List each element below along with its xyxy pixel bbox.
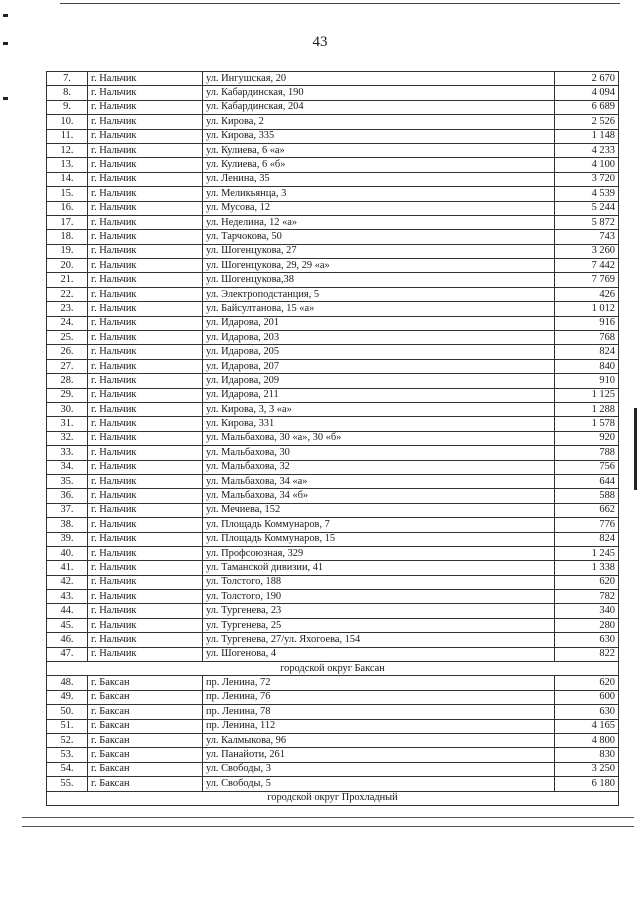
row-number: 12.: [47, 143, 88, 157]
baksan-rows: [47, 676, 619, 791]
address-cell: ул. Идарова, 201: [203, 316, 555, 330]
address-cell: ул. Кабардинская, 204: [203, 100, 555, 114]
row-number: 15.: [47, 187, 88, 201]
city-cell: г. Нальчик: [88, 474, 203, 488]
row-number: 33.: [47, 446, 88, 460]
baksan-section-block: [47, 662, 619, 676]
city-cell: г. Нальчик: [88, 302, 203, 316]
city-cell: г. Нальчик: [88, 201, 203, 215]
city-cell: г. Нальчик: [88, 86, 203, 100]
table-row: [47, 273, 619, 287]
city-cell: г. Нальчик: [88, 431, 203, 445]
table-row: [47, 187, 619, 201]
area-cell: 2 526: [555, 115, 619, 129]
address-cell: ул. Идарова, 209: [203, 374, 555, 388]
area-cell: 4 100: [555, 158, 619, 172]
city-cell: г. Нальчик: [88, 259, 203, 273]
city-cell: г. Нальчик: [88, 374, 203, 388]
address-cell: ул. Шогенцукова,38: [203, 273, 555, 287]
area-cell: 1 245: [555, 546, 619, 560]
area-cell: 630: [555, 633, 619, 647]
row-number: 14.: [47, 172, 88, 186]
row-number: 20.: [47, 259, 88, 273]
city-cell: г. Нальчик: [88, 129, 203, 143]
table-row: [47, 762, 619, 776]
address-cell: ул. Идарова, 203: [203, 331, 555, 345]
city-cell: г. Нальчик: [88, 143, 203, 157]
table-row: [47, 777, 619, 791]
table-row: [47, 719, 619, 733]
table-row: [47, 72, 619, 86]
area-cell: 1 125: [555, 388, 619, 402]
area-cell: 824: [555, 345, 619, 359]
city-cell: г. Нальчик: [88, 460, 203, 474]
row-number: 22.: [47, 287, 88, 301]
row-number: 7.: [47, 72, 88, 86]
area-cell: 822: [555, 647, 619, 661]
row-number: 19.: [47, 244, 88, 258]
city-cell: г. Нальчик: [88, 316, 203, 330]
row-number: 50.: [47, 705, 88, 719]
city-cell: г. Нальчик: [88, 215, 203, 229]
area-cell: 782: [555, 590, 619, 604]
table-row: [47, 546, 619, 560]
address-cell: пр. Ленина, 78: [203, 705, 555, 719]
address-cell: пр. Ленина, 76: [203, 690, 555, 704]
table-row: [47, 647, 619, 661]
row-number: 31.: [47, 417, 88, 431]
address-cell: ул. Неделина, 12 «а»: [203, 215, 555, 229]
section-header-baksan: городской округ Баксан: [47, 662, 619, 676]
city-cell: г. Нальчик: [88, 172, 203, 186]
address-table: [46, 71, 619, 806]
table-row: [47, 733, 619, 747]
address-cell: ул. Шогенцукова, 27: [203, 244, 555, 258]
table-row: [47, 431, 619, 445]
address-cell: ул. Кирова, 335: [203, 129, 555, 143]
row-number: 47.: [47, 647, 88, 661]
table-row: [47, 474, 619, 488]
city-cell: г. Нальчик: [88, 604, 203, 618]
city-cell: г. Баксан: [88, 762, 203, 776]
row-number: 42.: [47, 575, 88, 589]
table-row: [47, 417, 619, 431]
prokhladny-section-block: [47, 791, 619, 805]
address-cell: ул. Профсоюзная, 329: [203, 546, 555, 560]
area-cell: 768: [555, 331, 619, 345]
area-cell: 588: [555, 489, 619, 503]
row-number: 8.: [47, 86, 88, 100]
table-row: [47, 287, 619, 301]
area-cell: 756: [555, 460, 619, 474]
row-number: 35.: [47, 474, 88, 488]
row-number: 9.: [47, 100, 88, 114]
address-cell: ул. Шогенцукова, 29, 29 «а»: [203, 259, 555, 273]
table-row: [47, 590, 619, 604]
address-cell: пр. Ленина, 72: [203, 676, 555, 690]
city-cell: г. Нальчик: [88, 647, 203, 661]
area-cell: 7 769: [555, 273, 619, 287]
city-cell: г. Нальчик: [88, 561, 203, 575]
area-cell: 280: [555, 618, 619, 632]
row-number: 13.: [47, 158, 88, 172]
city-cell: г. Баксан: [88, 676, 203, 690]
row-number: 27.: [47, 359, 88, 373]
margin-mark: [3, 14, 8, 17]
table-row: [47, 561, 619, 575]
bottom-rule: [22, 826, 634, 827]
address-cell: ул. Мальбахова, 34 «б»: [203, 489, 555, 503]
city-cell: г. Нальчик: [88, 518, 203, 532]
table-row: [47, 331, 619, 345]
table-row: [47, 676, 619, 690]
city-cell: г. Нальчик: [88, 446, 203, 460]
address-cell: ул. Кирова, 3, 3 «а»: [203, 402, 555, 416]
area-cell: 5 872: [555, 215, 619, 229]
margin-mark: [3, 97, 8, 100]
table-row: [47, 388, 619, 402]
address-cell: ул. Кирова, 331: [203, 417, 555, 431]
address-cell: ул. Таманской дивизии, 41: [203, 561, 555, 575]
table-row: [47, 690, 619, 704]
address-cell: ул. Байсултанова, 15 «а»: [203, 302, 555, 316]
row-number: 30.: [47, 402, 88, 416]
area-cell: 1 338: [555, 561, 619, 575]
table-row: [47, 748, 619, 762]
table-row: [47, 115, 619, 129]
row-number: 44.: [47, 604, 88, 618]
city-cell: г. Нальчик: [88, 273, 203, 287]
address-cell: ул. Шогенова, 4: [203, 647, 555, 661]
city-cell: г. Нальчик: [88, 532, 203, 546]
row-number: 10.: [47, 115, 88, 129]
address-cell: ул. Электроподстанция, 5: [203, 287, 555, 301]
city-cell: г. Нальчик: [88, 230, 203, 244]
area-cell: 630: [555, 705, 619, 719]
top-scan-rule: [60, 3, 620, 4]
area-cell: 620: [555, 676, 619, 690]
city-cell: г. Нальчик: [88, 388, 203, 402]
address-cell: пр. Ленина, 112: [203, 719, 555, 733]
address-cell: ул. Кулиева, 6 «а»: [203, 143, 555, 157]
city-cell: г. Нальчик: [88, 575, 203, 589]
address-cell: ул. Ингушская, 20: [203, 72, 555, 86]
area-cell: 662: [555, 503, 619, 517]
row-number: 45.: [47, 618, 88, 632]
address-cell: ул. Мусова, 12: [203, 201, 555, 215]
table-row: [47, 215, 619, 229]
area-cell: 3 720: [555, 172, 619, 186]
row-number: 17.: [47, 215, 88, 229]
area-cell: 4 165: [555, 719, 619, 733]
address-cell: ул. Кабардинская, 190: [203, 86, 555, 100]
address-cell: ул. Ленина, 35: [203, 172, 555, 186]
area-cell: 840: [555, 359, 619, 373]
area-cell: 824: [555, 532, 619, 546]
section-header-row: [47, 662, 619, 676]
city-cell: г. Нальчик: [88, 590, 203, 604]
address-cell: ул. Толстого, 188: [203, 575, 555, 589]
address-cell: ул. Калмыкова, 96: [203, 733, 555, 747]
area-cell: 743: [555, 230, 619, 244]
row-number: 55.: [47, 777, 88, 791]
city-cell: г. Баксан: [88, 777, 203, 791]
table-row: [47, 446, 619, 460]
row-number: 28.: [47, 374, 88, 388]
city-cell: г. Нальчик: [88, 100, 203, 114]
city-cell: г. Нальчик: [88, 489, 203, 503]
row-number: 18.: [47, 230, 88, 244]
table-row: [47, 143, 619, 157]
city-cell: г. Нальчик: [88, 503, 203, 517]
area-cell: 1 288: [555, 402, 619, 416]
table-row: [47, 172, 619, 186]
address-cell: ул. Мальбахова, 34 «а»: [203, 474, 555, 488]
city-cell: г. Нальчик: [88, 618, 203, 632]
city-cell: г. Нальчик: [88, 331, 203, 345]
address-cell: ул. Идарова, 211: [203, 388, 555, 402]
area-cell: 776: [555, 518, 619, 532]
address-cell: ул. Идарова, 207: [203, 359, 555, 373]
area-cell: 788: [555, 446, 619, 460]
area-cell: 1 578: [555, 417, 619, 431]
area-cell: 916: [555, 316, 619, 330]
row-number: 49.: [47, 690, 88, 704]
row-number: 39.: [47, 532, 88, 546]
row-number: 26.: [47, 345, 88, 359]
page-number: 43: [312, 34, 328, 50]
area-cell: 1 148: [555, 129, 619, 143]
row-number: 25.: [47, 331, 88, 345]
table-row: [47, 618, 619, 632]
city-cell: г. Нальчик: [88, 417, 203, 431]
area-cell: 340: [555, 604, 619, 618]
table-row: [47, 100, 619, 114]
row-number: 24.: [47, 316, 88, 330]
table-row: [47, 359, 619, 373]
address-cell: ул. Тарчокова, 50: [203, 230, 555, 244]
area-cell: 4 094: [555, 86, 619, 100]
section-header-row: [47, 791, 619, 805]
row-number: 46.: [47, 633, 88, 647]
row-number: 40.: [47, 546, 88, 560]
city-cell: г. Баксан: [88, 705, 203, 719]
city-cell: г. Баксан: [88, 690, 203, 704]
row-number: 52.: [47, 733, 88, 747]
address-cell: ул. Свободы, 3: [203, 762, 555, 776]
row-number: 41.: [47, 561, 88, 575]
section-header-prokhladny: городской округ Прохладный: [47, 791, 619, 805]
bottom-rule: [22, 817, 634, 818]
table-row: [47, 489, 619, 503]
table-row: [47, 705, 619, 719]
city-cell: г. Нальчик: [88, 359, 203, 373]
row-number: 38.: [47, 518, 88, 532]
city-cell: г. Нальчик: [88, 546, 203, 560]
area-cell: 6 689: [555, 100, 619, 114]
table-row: [47, 259, 619, 273]
address-cell: ул. Кирова, 2: [203, 115, 555, 129]
table-row: [47, 158, 619, 172]
row-number: 23.: [47, 302, 88, 316]
city-cell: г. Нальчик: [88, 287, 203, 301]
area-cell: 910: [555, 374, 619, 388]
city-cell: г. Баксан: [88, 733, 203, 747]
area-cell: 426: [555, 287, 619, 301]
address-cell: ул. Толстого, 190: [203, 590, 555, 604]
area-cell: 600: [555, 690, 619, 704]
address-cell: ул. Площадь Коммунаров, 7: [203, 518, 555, 532]
city-cell: г. Нальчик: [88, 633, 203, 647]
row-number: 11.: [47, 129, 88, 143]
table-row: [47, 345, 619, 359]
row-number: 21.: [47, 273, 88, 287]
row-number: 53.: [47, 748, 88, 762]
city-cell: г. Нальчик: [88, 72, 203, 86]
address-cell: ул. Мальбахова, 30 «а», 30 «б»: [203, 431, 555, 445]
table-row: [47, 316, 619, 330]
address-cell: ул. Мальбахова, 32: [203, 460, 555, 474]
area-cell: 6 180: [555, 777, 619, 791]
table-row: [47, 374, 619, 388]
table-row: [47, 230, 619, 244]
table-row: [47, 460, 619, 474]
city-cell: г. Нальчик: [88, 244, 203, 258]
table-row: [47, 129, 619, 143]
city-cell: г. Баксан: [88, 748, 203, 762]
area-cell: 1 012: [555, 302, 619, 316]
table-row: [47, 633, 619, 647]
nalchik-rows: [47, 72, 619, 662]
area-cell: 3 260: [555, 244, 619, 258]
address-cell: ул. Площадь Коммунаров, 15: [203, 532, 555, 546]
area-cell: 830: [555, 748, 619, 762]
area-cell: 2 670: [555, 72, 619, 86]
area-cell: 3 250: [555, 762, 619, 776]
address-cell: ул. Тургенева, 27/ул. Яхогоева, 154: [203, 633, 555, 647]
row-number: 48.: [47, 676, 88, 690]
area-cell: 920: [555, 431, 619, 445]
table-row: [47, 532, 619, 546]
row-number: 54.: [47, 762, 88, 776]
table-row: [47, 503, 619, 517]
row-number: 16.: [47, 201, 88, 215]
table-row: [47, 86, 619, 100]
table-row: [47, 402, 619, 416]
city-cell: г. Нальчик: [88, 345, 203, 359]
address-cell: ул. Кулиева, 6 «б»: [203, 158, 555, 172]
table-row: [47, 201, 619, 215]
area-cell: 644: [555, 474, 619, 488]
address-cell: ул. Тургенева, 25: [203, 618, 555, 632]
area-cell: 4 233: [555, 143, 619, 157]
table-row: [47, 575, 619, 589]
city-cell: г. Нальчик: [88, 402, 203, 416]
address-cell: ул. Свободы, 5: [203, 777, 555, 791]
row-number: 36.: [47, 489, 88, 503]
address-cell: ул. Меликьянца, 3: [203, 187, 555, 201]
right-edge-bar: [634, 408, 637, 490]
row-number: 29.: [47, 388, 88, 402]
row-number: 51.: [47, 719, 88, 733]
address-cell: ул. Идарова, 205: [203, 345, 555, 359]
address-cell: ул. Панайоти, 261: [203, 748, 555, 762]
area-cell: 4 800: [555, 733, 619, 747]
table-row: [47, 518, 619, 532]
area-cell: 620: [555, 575, 619, 589]
city-cell: г. Нальчик: [88, 187, 203, 201]
address-cell: ул. Мальбахова, 30: [203, 446, 555, 460]
row-number: 37.: [47, 503, 88, 517]
row-number: 43.: [47, 590, 88, 604]
city-cell: г. Нальчик: [88, 115, 203, 129]
table-row: [47, 604, 619, 618]
city-cell: г. Нальчик: [88, 158, 203, 172]
table-row: [47, 302, 619, 316]
table-row: [47, 244, 619, 258]
city-cell: г. Баксан: [88, 719, 203, 733]
row-number: 32.: [47, 431, 88, 445]
row-number: 34.: [47, 460, 88, 474]
area-cell: 4 539: [555, 187, 619, 201]
address-cell: ул. Мечиева, 152: [203, 503, 555, 517]
address-cell: ул. Тургенева, 23: [203, 604, 555, 618]
area-cell: 7 442: [555, 259, 619, 273]
area-cell: 5 244: [555, 201, 619, 215]
